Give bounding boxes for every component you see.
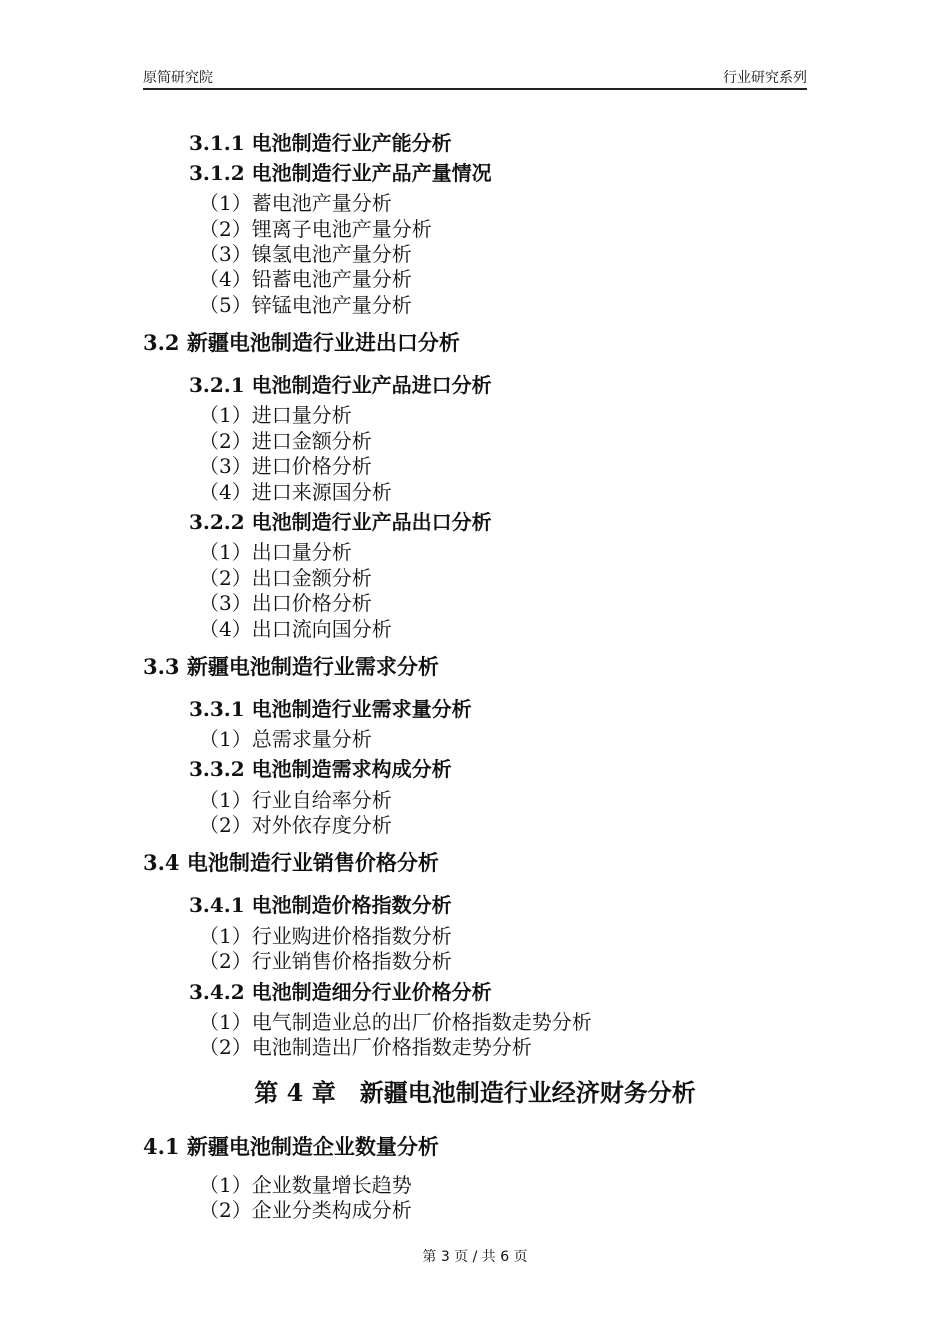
toc-subsection: 3.2.1 电池制造行业产品进口分析 [189, 373, 492, 397]
toc-item: （2）行业销售价格指数分析 [199, 949, 452, 973]
toc-item: （2）电池制造出厂价格指数走势分析 [199, 1035, 532, 1059]
toc-item: （4）铅蓄电池产量分析 [199, 267, 412, 291]
toc-section: 3.4 电池制造行业销售价格分析 [143, 850, 439, 875]
toc-subsection: 3.3.1 电池制造行业需求量分析 [189, 697, 472, 721]
toc-item: （2）锂离子电池产量分析 [199, 217, 432, 241]
toc-item: （1）行业自给率分析 [199, 788, 392, 812]
toc-item: （3）镍氢电池产量分析 [199, 242, 412, 266]
toc-item: （1）行业购进价格指数分析 [199, 924, 452, 948]
toc-subsection: 3.2.2 电池制造行业产品出口分析 [189, 510, 492, 534]
toc-section: 3.3 新疆电池制造行业需求分析 [143, 654, 439, 679]
header-divider [143, 88, 807, 90]
toc-item: （1）电气制造业总的出厂价格指数走势分析 [199, 1010, 592, 1034]
toc-section: 4.1 新疆电池制造企业数量分析 [143, 1134, 439, 1159]
toc-item: （4）出口流向国分析 [199, 617, 392, 641]
toc-item: （3）出口价格分析 [199, 591, 372, 615]
header-right-series: 行业研究系列 [723, 70, 807, 86]
toc-item: （2）进口金额分析 [199, 429, 372, 453]
toc-chapter-title: 第 4 章 新疆电池制造行业经济财务分析 [254, 1078, 696, 1107]
toc-item: （2）企业分类构成分析 [199, 1198, 412, 1222]
toc-item: （1）总需求量分析 [199, 727, 372, 751]
toc-item: （5）锌锰电池产量分析 [199, 293, 412, 317]
page-number-footer: 第 3 页 / 共 6 页 [422, 1249, 528, 1265]
toc-subsection: 3.1.1 电池制造行业产能分析 [189, 131, 452, 155]
toc-item: （1）出口量分析 [199, 540, 352, 564]
toc-item: （1）蓄电池产量分析 [199, 191, 392, 215]
toc-subsection: 3.4.2 电池制造细分行业价格分析 [189, 980, 492, 1004]
toc-item: （1）进口量分析 [199, 403, 352, 427]
header-left-publisher: 原简研究院 [143, 70, 213, 86]
toc-section: 3.2 新疆电池制造行业进出口分析 [143, 330, 460, 355]
toc-item: （2）对外依存度分析 [199, 813, 392, 837]
toc-item: （2）出口金额分析 [199, 566, 372, 590]
toc-item: （4）进口来源国分析 [199, 480, 392, 504]
toc-subsection: 3.3.2 电池制造需求构成分析 [189, 757, 452, 781]
toc-subsection: 3.1.2 电池制造行业产品产量情况 [189, 161, 492, 185]
toc-item: （3）进口价格分析 [199, 454, 372, 478]
toc-subsection: 3.4.1 电池制造价格指数分析 [189, 893, 452, 917]
toc-item: （1）企业数量增长趋势 [199, 1173, 412, 1197]
